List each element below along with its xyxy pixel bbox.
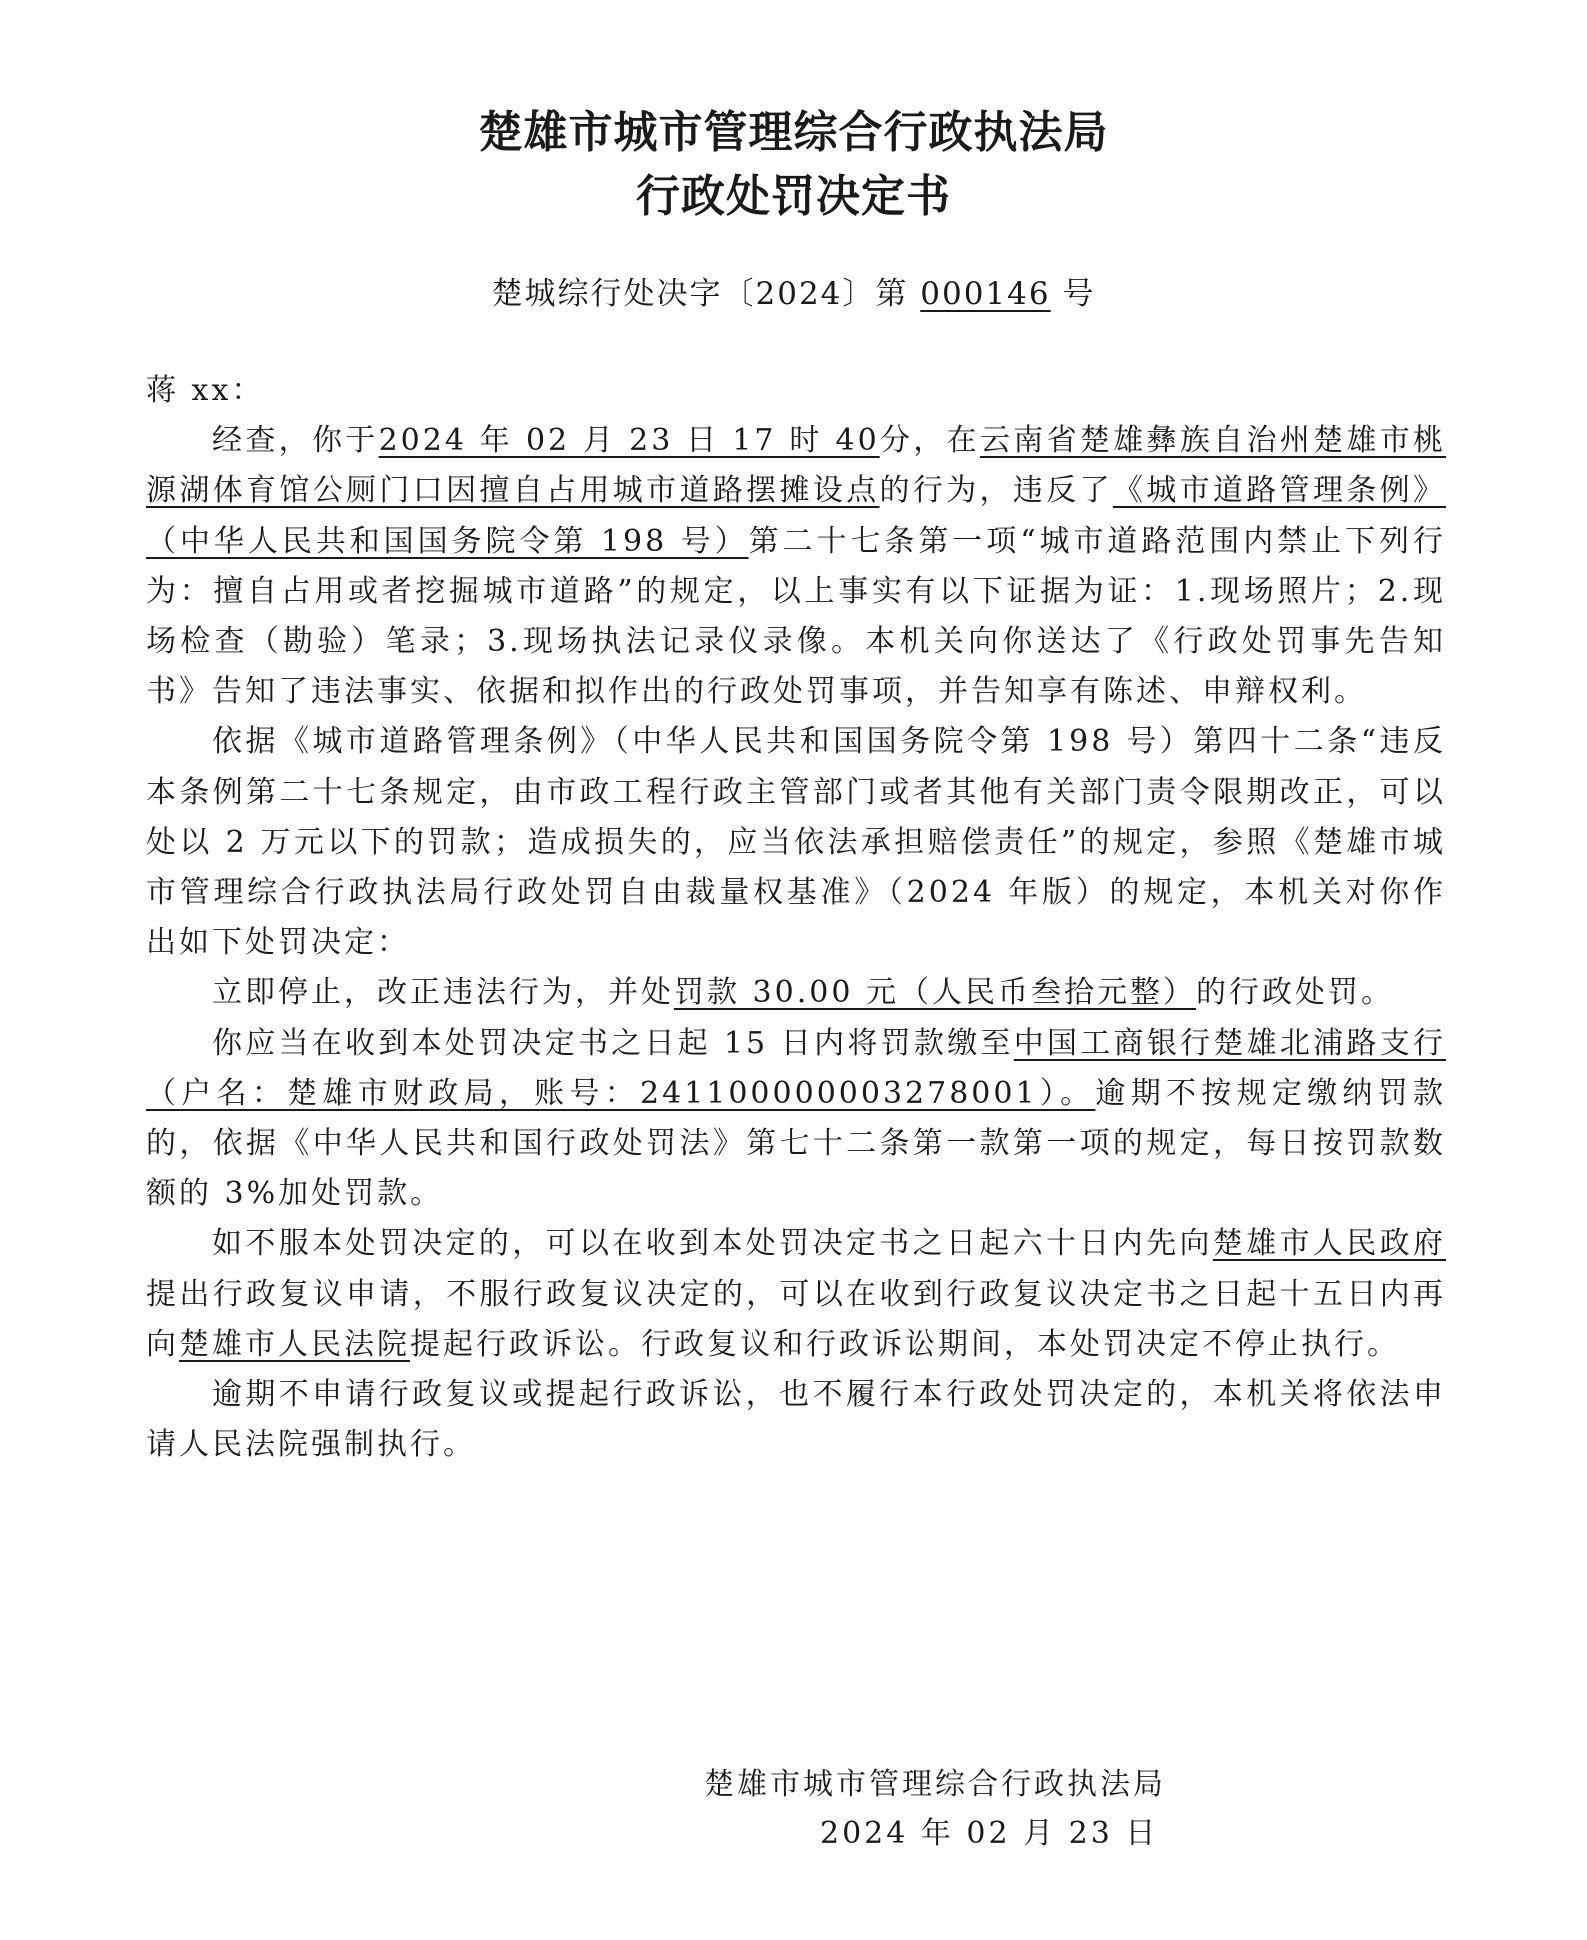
document-title-issuer: 楚雄市城市管理综合行政执法局	[478, 107, 1109, 158]
fine-amount: 罚款 30.00 元（人民币叁拾元整）	[674, 975, 1196, 1011]
paragraph-facts	[146, 416, 1446, 717]
document-number-prefix: 楚城综行处决字〔2024〕第	[491, 276, 921, 312]
payment-text: 你应当在收到本处罚决定书之日起 15 日内将罚款缴至	[212, 1025, 1014, 1061]
appeal-text: 如不服本处罚决定的，可以在收到本处罚决定书之日起六十日内先向	[212, 1226, 1213, 1262]
payment-text: 逾期不按规定缴纳罚款的，依据《中华人民共和国行政处罚法》第七十二条第一款第一项的规定，每日按罚款数额的 3%加处罚款。	[146, 1075, 1446, 1212]
violation-location: 云南省楚雄彝族自治州楚雄市桃源湖体育馆公厕门口因擅自占用城市道路摆摊设点	[146, 423, 1447, 509]
paragraph-appeal	[146, 1219, 1446, 1370]
signature-organization: 楚雄市城市管理综合行政执法局	[704, 1767, 1166, 1802]
document-title: 行政处罚决定书	[636, 171, 951, 222]
signature-date: 2024 年 02 月 23 日	[820, 1816, 1159, 1851]
review-authority: 楚雄市人民政府	[1212, 1226, 1447, 1262]
paragraph-decision	[146, 968, 1446, 1018]
bank-account: 中国工商银行楚雄北浦路支行（户名：楚雄市财政局，账号：241100000003278001）。	[146, 1025, 1446, 1111]
decision-text: 的行政处罚。	[1195, 975, 1394, 1011]
addressee: 蒋 xx：	[146, 373, 265, 408]
document-number-value: 000146	[920, 276, 1051, 312]
decision-text: 立即停止，改正违法行为，并处	[212, 975, 674, 1011]
document-number-suffix: 号	[1050, 276, 1096, 312]
facts-text: 的行为，违反了	[879, 473, 1113, 509]
facts-text: 第二十七条第一项“城市道路范围内禁止下列行为：擅自占用或者挖掘城市道路”的规定，以上事实有以下证据为证：1.现场照片；2.现场检查（勘验）笔录；3.现场执法记录仪录像。本机关向你送达了《行政处罚事先告知书》告知了违法事实、依据和拟作出的行政处罚事项，并告知享有陈述、申辩权利。	[146, 523, 1446, 710]
paragraph-payment	[146, 1019, 1446, 1220]
document-number	[0, 268, 1587, 313]
paragraph-legal-basis: 依据《城市道路管理条例》（中华人民共和国国务院令第 198 号）第四十二条“违反本条例第二十七条规定，由市政工程行政主管部门或者其他有关部门责令限期改正，可以处以 2 万元以下的罚款；造成损失的，应当依法承担赔偿责任”的规定，参照《楚雄市城市管理综合行政执法局行政处罚自由裁量权基准》（2024 年版）的规定，本机关对你作出如下处罚决定：	[146, 724, 1446, 961]
facts-text: 分，在	[879, 423, 980, 459]
paragraph-enforcement: 逾期不申请行政复议或提起行政诉讼，也不履行本行政处罚决定的，本机关将依法申请人民法院强制执行。	[146, 1377, 1446, 1463]
litigation-court: 楚雄市人民法院	[179, 1326, 410, 1362]
document-body	[146, 366, 1446, 1470]
violation-datetime: 2024 年 02 月 23 日 17 时 40	[378, 423, 880, 459]
violated-law: 《城市道路管理条例》（中华人民共和国国务院令第 198 号）	[146, 473, 1447, 559]
facts-text: 经查，你于	[212, 423, 379, 459]
appeal-text: 提起行政诉讼。行政复议和行政诉讼期间，本处罚决定不停止执行。	[410, 1326, 1400, 1362]
appeal-text: 提出行政复议申请，不服行政复议决定的，可以在收到行政复议决定书之日起十五日内再向	[146, 1276, 1446, 1362]
